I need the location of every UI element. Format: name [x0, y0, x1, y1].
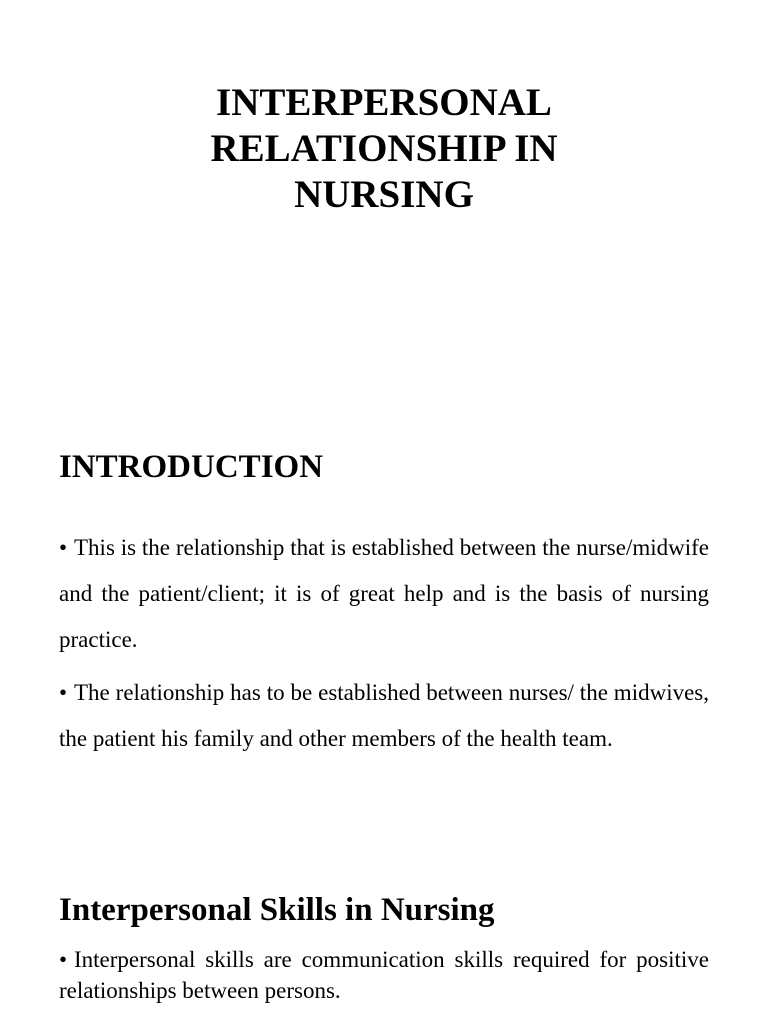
bullet-marker: •: [59, 535, 68, 560]
bullet-text: Interpersonal skills are communication skills required for positive relationships between persons.: [59, 947, 709, 1003]
bullet-text: The relationship has to be established between nurses/ the midwives, the patient his family and other members of the health team.: [59, 680, 709, 751]
title-line: INTERPERSONAL: [216, 81, 552, 124]
bullet-text: This is the relationship that is established between the nurse/midwife and the patient/client; it is of great help and is the basis of nursing practice.: [59, 535, 709, 652]
title-line: RELATIONSHIP IN: [210, 127, 558, 170]
skills-heading: Interpersonal Skills in Nursing: [59, 892, 495, 928]
introduction-heading: INTRODUCTION: [59, 449, 324, 485]
skills-bullet: [59, 944, 709, 1006]
title-slide: [0, 0, 768, 400]
bullet-marker: •: [59, 947, 68, 972]
bullet-marker: •: [59, 680, 68, 705]
title-line: NURSING: [294, 173, 474, 216]
document-title: [0, 80, 768, 218]
introduction-bullet: [59, 670, 709, 762]
introduction-bullet: [59, 525, 709, 663]
